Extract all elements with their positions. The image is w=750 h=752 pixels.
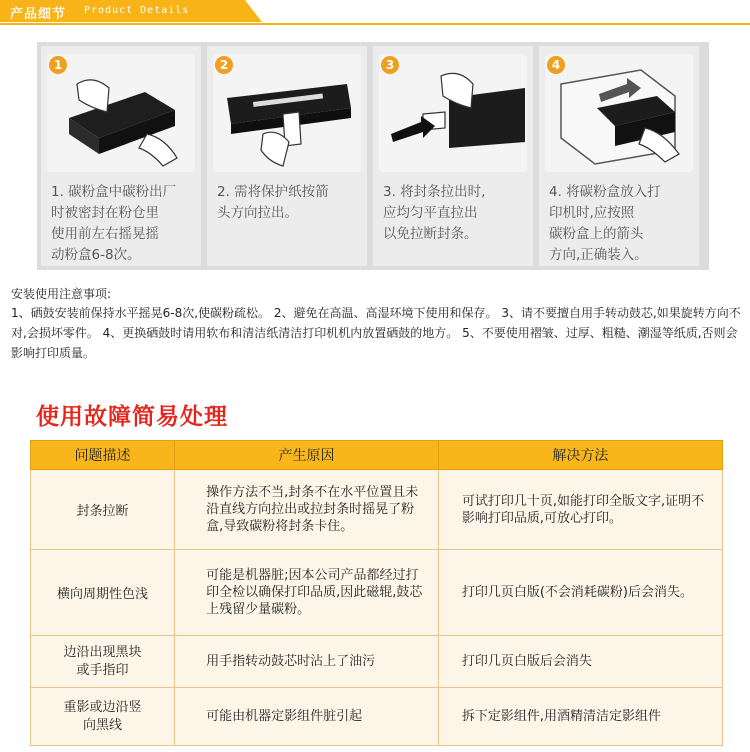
header-cause: 产生原因 [175,441,439,470]
notes-body: 1、硒鼓安装前保持水平摇晃6-8次,使碳粉疏松。 2、避免在高温、高湿环境下使用和保存。 3、请不要擅自用手转动鼓芯,如果旋转方向不对,会损坏零件。 4、更换硒鼓时请用软布和清洁纸清洁打印机机内放置硒鼓的地方。 5、不要使用褶皱、过厚、粗糙、潮湿等纸质,否则会影响打印质量。 [11,306,741,360]
header-title-en: Product Details [84,5,190,16]
table-header-row [31,441,723,470]
table-row [31,688,723,746]
troubleshooting-table [30,440,723,746]
step-3-text: 3. 将封条拉出时, 应均匀平直拉出 以免拉断封条。 [383,184,486,242]
step-2 [207,46,367,266]
table-row [31,470,723,550]
row-problem: 重影或边沿竖向黑线 [63,699,142,733]
section-header [0,0,750,26]
row-cause: 可能是机器脏;因本公司产品都经过打印全检以确保打印品质,因此磁辊,鼓芯上残留少量碳粉。 [206,568,423,617]
instruction-panel [37,42,709,270]
step-1 [41,46,201,266]
step-2-text: 2. 需将保护纸按箭 头方向拉出。 [217,184,329,221]
step-3-illustration [379,54,527,172]
header-solution: 解决方法 [438,441,722,470]
step-2-illustration [213,54,361,172]
step-3-number: 3 [381,56,399,74]
step-1-illustration [47,54,195,172]
row-problem: 边沿出现黑块或手指印 [63,644,142,678]
step-4 [539,46,699,266]
row-solution: 拆下定影组件,用酒精清洁定影组件 [461,709,661,724]
row-cause: 用手指转动鼓芯时沾上了油污 [206,654,376,669]
step-4-number: 4 [547,56,565,74]
row-problem: 封条拉断 [31,470,175,550]
step-3 [373,46,533,266]
notes-title: 安装使用注意事项: [11,287,112,301]
step-1-text: 1. 碳粉盒中碳粉出厂 时被密封在粉仓里 使用前左右摇晃摇 动粉盒6-8次。 [51,184,177,263]
row-cause: 操作方法不当,封条不在水平位置且未沿直线方向拉出或拉封条时摇晃了粉盒,导致碳粉将封条卡住。 [206,485,419,534]
row-solution: 可试打印几十页,如能打印全版文字,证明不影响打印品质,可放心打印。 [461,493,705,526]
step-1-number: 1 [49,56,67,74]
row-solution: 打印几页白版(不会消耗碳粉)后会消失。 [461,585,693,600]
troubleshooting-title: 使用故障简易处理 [36,404,228,430]
step-2-number: 2 [215,56,233,74]
header-title-cn: 产品细节 [10,7,67,22]
header-problem: 问题描述 [31,441,175,470]
row-solution: 打印几页白版后会消失 [461,654,592,669]
step-4-text: 4. 将碳粉盒放入打 印机时,应按照 碳粉盒上的箭头 方向,正确装入。 [549,184,661,263]
table-row [31,550,723,636]
table-row [31,636,723,688]
row-problem: 横向周期性色浅 [31,550,175,636]
header-divider [0,23,750,25]
row-cause: 可能由机器定影组件脏引起 [206,709,363,724]
step-4-illustration [545,54,693,172]
